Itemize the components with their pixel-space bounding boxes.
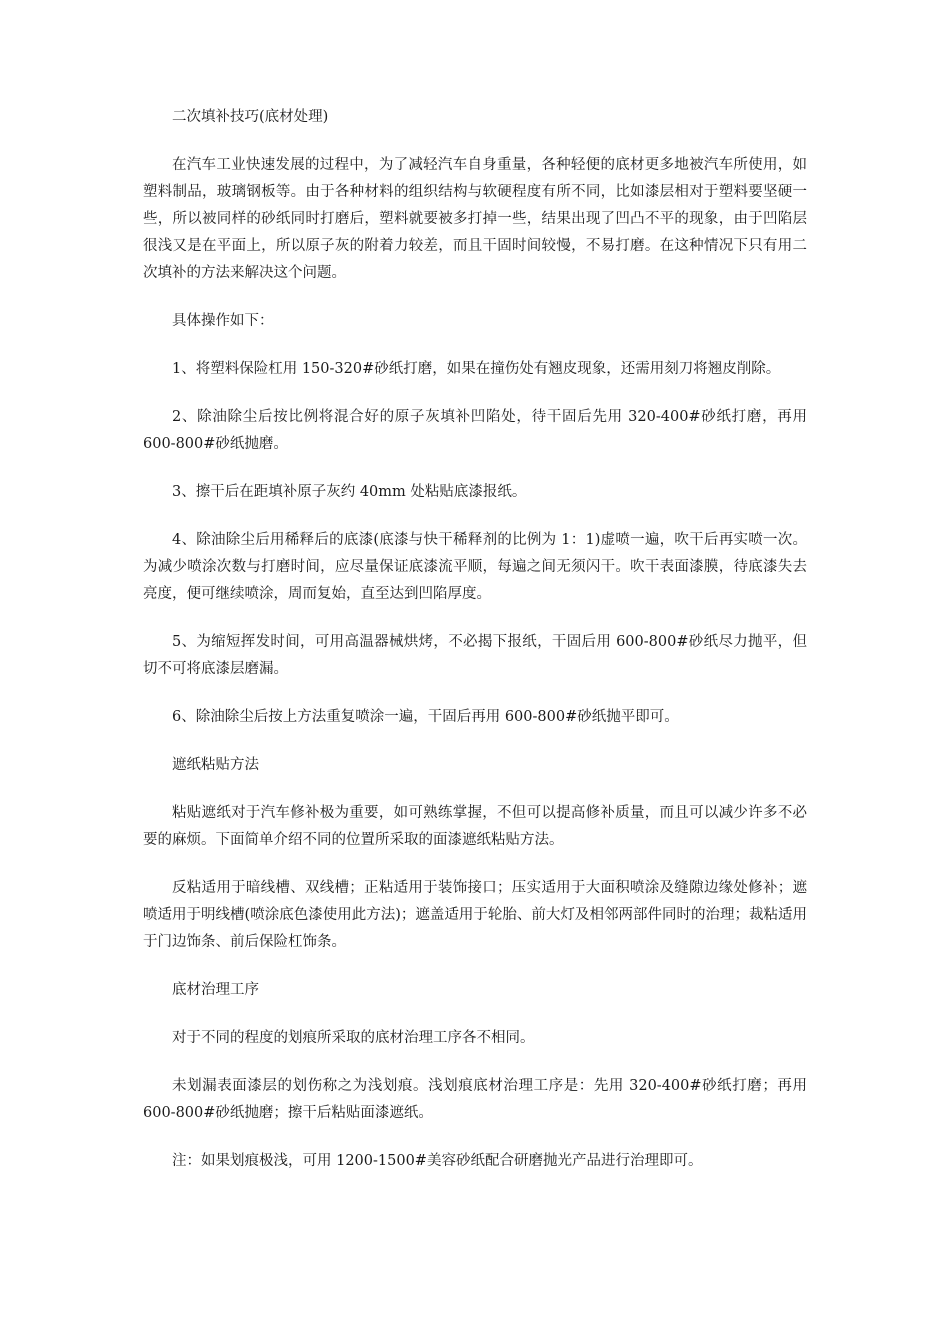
- paragraph: 具体操作如下：: [172, 313, 274, 329]
- paragraph: 未划漏表面漆层的划伤称之为浅划痕。浅划痕底材治理工序是：先用 320-400#砂纸打磨；再用 600-800#砂纸抛磨；擦干后粘贴面漆遮纸。: [143, 1078, 807, 1121]
- document-page: [143, 104, 807, 1196]
- section-heading: 底材治理工序: [172, 982, 259, 998]
- list-item: 2、除油除尘后按比例将混合好的原子灰填补凹陷处，待干固后先用 320-400#砂纸打磨，再用 600-800#砂纸抛磨。: [143, 409, 807, 452]
- list-item: 1、将塑料保险杠用 150-320#砂纸打磨，如果在撞伤处有翘皮现象，还需用刻刀将翘皮削除。: [172, 361, 781, 377]
- note: 注：如果划痕极浅，可用 1200-1500#美容砂纸配合研磨抛光产品进行治理即可。: [172, 1153, 703, 1169]
- list-item: 4、除油除尘后用稀释后的底漆(底漆与快干稀释剂的比例为 1：1)虚喷一遍，吹干后再实喷一次。为减少喷涂次数与打磨时间，应尽量保证底漆流平顺，每遍之间无须闪干。吹干表面漆膜，待底漆失去亮度，便可继续喷涂，周而复始，直至达到凹陷厚度。: [143, 532, 807, 602]
- paragraph: 对于不同的程度的划痕所采取的底材治理工序各不相同。: [172, 1030, 535, 1046]
- section-heading: 遮纸粘贴方法: [172, 757, 259, 773]
- list-item: 5、为缩短挥发时间，可用高温器械烘烤，不必揭下报纸，干固后用 600-800#砂纸尽力抛平，但切不可将底漆层磨漏。: [143, 634, 807, 677]
- list-item: 6、除油除尘后按上方法重复喷涂一遍，干固后再用 600-800#砂纸抛平即可。: [172, 709, 679, 725]
- paragraph: 反粘适用于暗线槽、双线槽；正粘适用于装饰接口；压实适用于大面积喷涂及缝隙边缘处修补；遮喷适用于明线槽(喷涂底色漆使用此方法)；遮盖适用于轮胎、前大灯及相邻两部件同时的治理；裁粘适用于门边饰条、前后保险杠饰条。: [143, 880, 807, 950]
- section-heading: 二次填补技巧(底材处理): [172, 109, 329, 125]
- paragraph: 在汽车工业快速发展的过程中，为了减轻汽车自身重量，各种轻便的底材更多地被汽车所使用，如塑料制品，玻璃钢板等。由于各种材料的组织结构与软硬程度有所不同，比如漆层相对于塑料要坚硬一些，所以被同样的砂纸同时打磨后，塑料就要被多打掉一些，结果出现了凹凸不平的现象，由于凹陷层很浅又是在平面上，所以原子灰的附着力较差，而且干固时间较慢，不易打磨。在这种情况下只有用二次填补的方法来解决这个问题。: [143, 157, 807, 281]
- list-item: 3、擦干后在距填补原子灰约 40mm 处粘贴底漆报纸。: [172, 484, 527, 500]
- paragraph: 粘贴遮纸对于汽车修补极为重要，如可熟练掌握，不但可以提高修补质量，而且可以减少许多不必要的麻烦。下面简单介绍不同的位置所采取的面漆遮纸粘贴方法。: [143, 805, 807, 848]
